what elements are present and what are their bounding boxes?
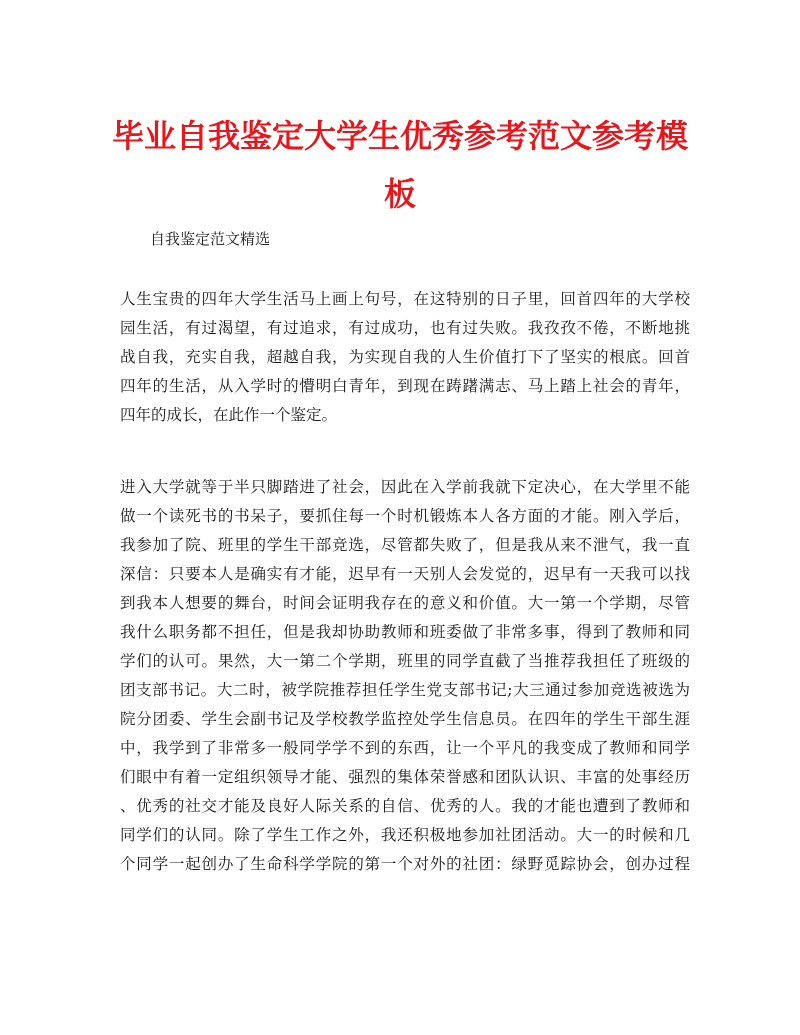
- paragraph-line: 到我本人想要的舞台，时间会证明我存在的意义和价值。大一第一个学期，尽管: [120, 594, 690, 612]
- paragraph-line: 战自我，充实自我，超越自我，为实现自我的人生价值打下了坚实的根底。回首: [120, 348, 690, 366]
- paragraph-line: 、优秀的社交才能及良好人际关系的自信、优秀的人。我的才能也遭到了教师和: [120, 797, 690, 815]
- paragraph-line: 同学们的认同。除了学生工作之外，我还积极地参加社团活动。大一的时候和几: [120, 826, 690, 844]
- paragraph-line: 人生宝贵的四年大学生活马上画上句号，在这特别的日子里，回首四年的大学校: [120, 290, 690, 308]
- paragraph-1: [120, 285, 690, 430]
- paragraph-line: 园生活，有过渴望，有过追求，有过成功，也有过失败。我孜孜不倦，不断地挑: [120, 319, 690, 337]
- paragraph-line: 进入大学就等于半只脚踏进了社会，因此在入学前我就下定决心，在大学里不能: [120, 478, 690, 496]
- paragraph-line: 个同学一起创办了生命科学学院的第一个对外的社团：绿野觅踪协会，创办过程: [120, 855, 690, 873]
- paragraph-line: 中，我学到了非常多一般同学学不到的东西，让一个平凡的我变成了教师和同学: [120, 739, 690, 757]
- paragraph-line: 院分团委、学生会副书记及学校教学监控处学生信息员。在四年的学生干部生涯: [120, 710, 690, 728]
- paragraph-line: 做一个读死书的书呆子，要抓住每一个时机锻炼本人各方面的才能。刚入学后，: [120, 507, 690, 525]
- paragraph-line: 四年的生活，从入学时的懵明白青年，到现在踌躇满志、马上踏上社会的青年，: [120, 377, 690, 395]
- paragraph-line: 们眼中有着一定组织领导才能、强烈的集体荣誉感和团队认识、丰富的处事经历: [120, 768, 690, 786]
- paragraph-2: [120, 473, 690, 879]
- paragraph-line: 我什么职务都不担任，但是我却协助教师和班委做了非常多事，得到了教师和同: [120, 623, 690, 641]
- paragraph-line: 团支部书记。大二时，被学院推荐担任学生党支部书记;大三通过参加竞选被选为: [120, 681, 690, 699]
- paragraph-line: 四年的成长，在此作一个鉴定。: [120, 406, 338, 424]
- paragraph-line: 我参加了院、班里的学生干部竞选，尽管都失败了，但是我从来不泄气，我一直: [120, 536, 690, 554]
- document-title-line-2: 板: [383, 175, 416, 213]
- paragraph-line: 深信：只要本人是确实有才能，迟早有一天别人会发觉的，迟早有一天我可以找: [120, 565, 690, 583]
- paragraph-line: 学们的认可。果然，大一第二个学期，班里的同学直截了当推荐我担任了班级的: [120, 652, 690, 670]
- document-subtitle: 自我鉴定范文精选: [150, 230, 271, 248]
- document-title-line-1: 毕业自我鉴定大学生优秀参考范文参考模: [111, 117, 688, 155]
